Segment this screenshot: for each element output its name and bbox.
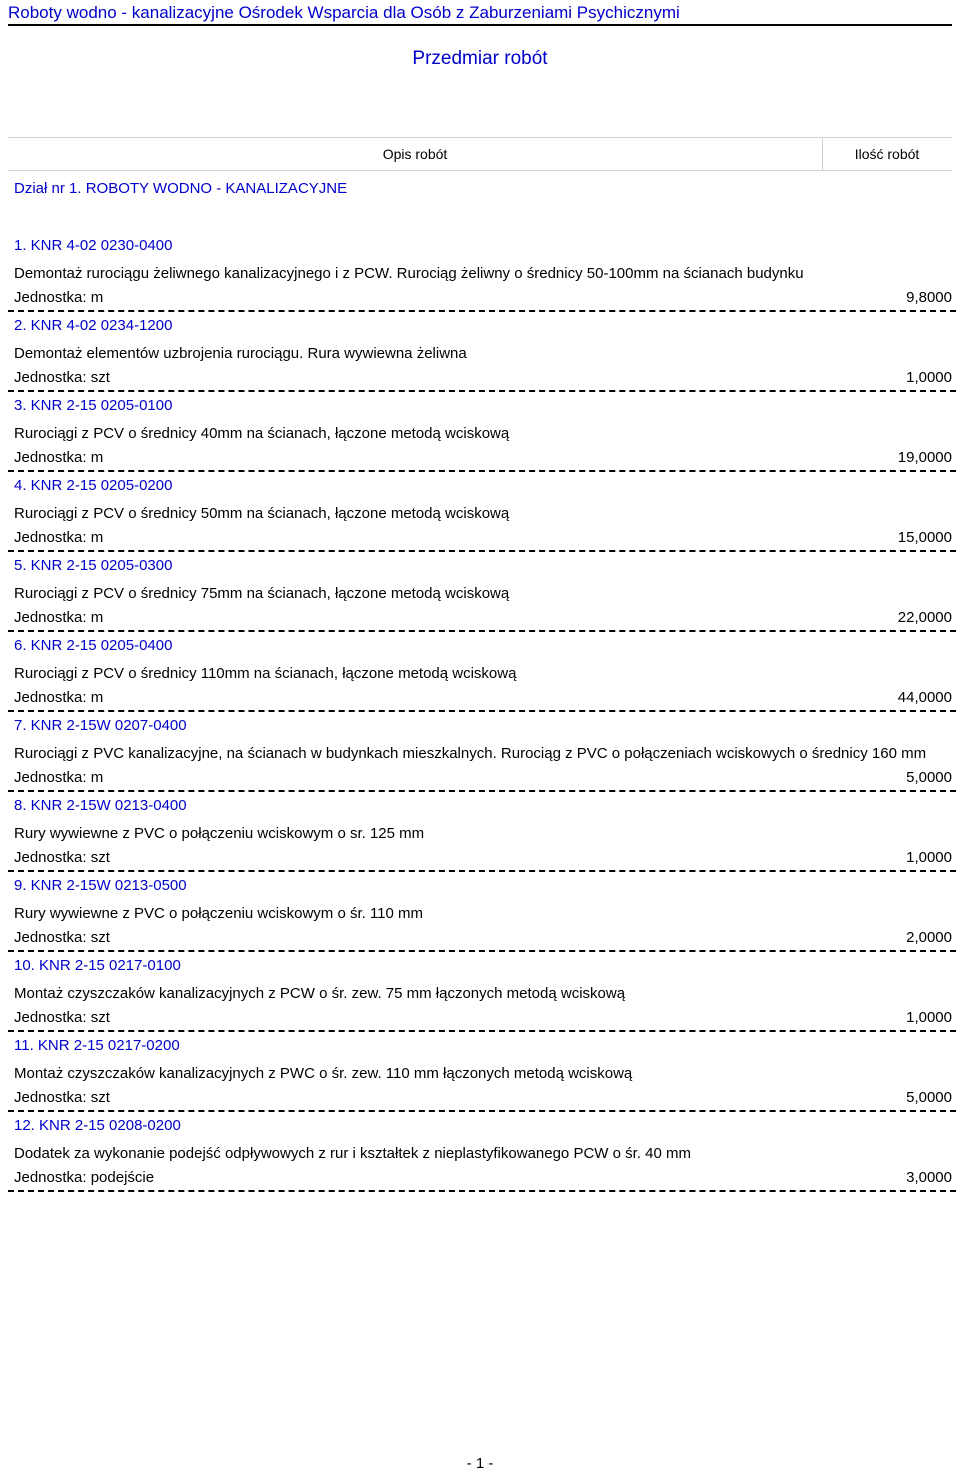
item-unit-row: [8, 1006, 956, 1030]
list-item: [8, 472, 956, 552]
item-code: 9. KNR 2-15W 0213-0500: [14, 877, 187, 894]
item-quantity: 22,0000: [897, 609, 952, 626]
item-description: Montaż czyszczaków kanalizacyjnych z PWC o śr. zew. 110 mm łączonych metodą wciskową: [14, 1065, 633, 1082]
item-unit: Jednostka: m: [14, 289, 104, 306]
list-item: [8, 712, 956, 792]
item-code: 7. KNR 2-15W 0207-0400: [14, 717, 187, 734]
item-unit: Jednostka: szt: [14, 849, 110, 866]
item-code: 4. KNR 2-15 0205-0200: [14, 477, 173, 494]
list-item: [8, 1112, 956, 1192]
item-unit-row: [8, 1086, 956, 1110]
item-unit: Jednostka: m: [14, 769, 104, 786]
item-code: 2. KNR 4-02 0234-1200: [14, 317, 173, 334]
item-unit-row: [8, 926, 956, 950]
item-unit-row: [8, 1166, 956, 1190]
item-unit-row: [8, 606, 956, 630]
item-unit-row: [8, 286, 956, 310]
item-quantity: 15,0000: [897, 529, 952, 546]
column-header-ilosc: Ilość robót: [854, 146, 920, 162]
item-quantity: 2,0000: [906, 929, 952, 946]
item-quantity: 9,8000: [906, 289, 952, 306]
column-header-row: [8, 137, 952, 171]
item-description: Rurociągi z PCV o średnicy 110mm na ścianach, łączone metodą wciskową: [14, 665, 517, 682]
list-item: [8, 552, 956, 632]
item-unit-row: [8, 446, 956, 470]
item-description: Demontaż elementów uzbrojenia rurociągu. Rura wywiewna żeliwna: [14, 345, 467, 362]
item-code: 11. KNR 2-15 0217-0200: [14, 1037, 180, 1054]
item-unit: Jednostka: szt: [14, 929, 110, 946]
document-title: Roboty wodno - kanalizacyjne Ośrodek Wsparcia dla Osób z Zaburzeniami Psychicznymi: [8, 2, 952, 26]
list-item: [8, 632, 956, 712]
item-description: Rurociągi z PCV o średnicy 75mm na ścianach, łączone metodą wciskową: [14, 585, 510, 602]
list-item: [8, 872, 956, 952]
list-item: [8, 792, 956, 872]
item-unit-row: [8, 366, 956, 390]
item-unit-row: [8, 526, 956, 550]
item-quantity: 1,0000: [906, 369, 952, 386]
item-quantity: 44,0000: [897, 689, 952, 706]
items-list: [8, 232, 956, 1192]
list-item: [8, 232, 956, 312]
page-number: - 1 -: [466, 1455, 494, 1472]
item-unit: Jednostka: m: [14, 529, 104, 546]
column-header-opis: Opis robót: [8, 138, 823, 170]
item-unit-row: [8, 846, 956, 870]
item-quantity: 5,0000: [906, 1089, 952, 1106]
item-code: 1. KNR 4-02 0230-0400: [14, 237, 173, 254]
item-code: 5. KNR 2-15 0205-0300: [14, 557, 173, 574]
item-unit: Jednostka: podejście: [14, 1169, 155, 1186]
section-heading: Dział nr 1. ROBOTY WODNO - KANALIZACYJNE: [14, 180, 348, 197]
item-description: Demontaż rurociągu żeliwnego kanalizacyjnego i z PCW. Rurociąg żeliwny o średnicy 50-100mm na ścianach budynku: [14, 265, 804, 282]
item-unit: Jednostka: m: [14, 449, 104, 466]
item-quantity: 1,0000: [906, 849, 952, 866]
item-description: Rurociągi z PCV o średnicy 40mm na ścianach, łączone metodą wciskową: [14, 425, 510, 442]
item-description: Dodatek za wykonanie podejść odpływowych z rur i kształtek z nieplastyfikowanego PCW o śr. 40 mm: [14, 1145, 691, 1162]
item-description: Rurociągi z PCV o średnicy 50mm na ścianach, łączone metodą wciskową: [14, 505, 510, 522]
list-item: [8, 392, 956, 472]
item-description: Montaż czyszczaków kanalizacyjnych z PCW o śr. zew. 75 mm łączonych metodą wciskową: [14, 985, 626, 1002]
list-item: [8, 952, 956, 1032]
item-unit: Jednostka: szt: [14, 369, 110, 386]
item-quantity: 5,0000: [906, 769, 952, 786]
item-unit: Jednostka: m: [14, 689, 104, 706]
item-code: 3. KNR 2-15 0205-0100: [14, 397, 173, 414]
item-code: 8. KNR 2-15W 0213-0400: [14, 797, 187, 814]
item-unit: Jednostka: szt: [14, 1089, 110, 1106]
item-quantity: 1,0000: [906, 1009, 952, 1026]
item-unit: Jednostka: m: [14, 609, 104, 626]
item-unit-row: [8, 766, 956, 790]
item-description: Rury wywiewne z PVC o połączeniu wciskowym o sr. 125 mm: [14, 825, 425, 842]
page-title: Przedmiar robót: [412, 48, 548, 69]
item-code: 6. KNR 2-15 0205-0400: [14, 637, 173, 654]
item-quantity: 19,0000: [897, 449, 952, 466]
item-description: Rurociągi z PVC kanalizacyjne, na ścianach w budynkach mieszkalnych. Rurociąg z PVC o połączeniach wciskowych o średnicy 160 mm: [14, 745, 927, 762]
item-quantity: 3,0000: [906, 1169, 952, 1186]
item-code: 12. KNR 2-15 0208-0200: [14, 1117, 181, 1134]
item-description: Rury wywiewne z PVC o połączeniu wciskowym o śr. 110 mm: [14, 905, 424, 922]
item-unit-row: [8, 686, 956, 710]
item-code: 10. KNR 2-15 0217-0100: [14, 957, 181, 974]
list-item: [8, 312, 956, 392]
item-unit: Jednostka: szt: [14, 1009, 110, 1026]
list-item: [8, 1032, 956, 1112]
